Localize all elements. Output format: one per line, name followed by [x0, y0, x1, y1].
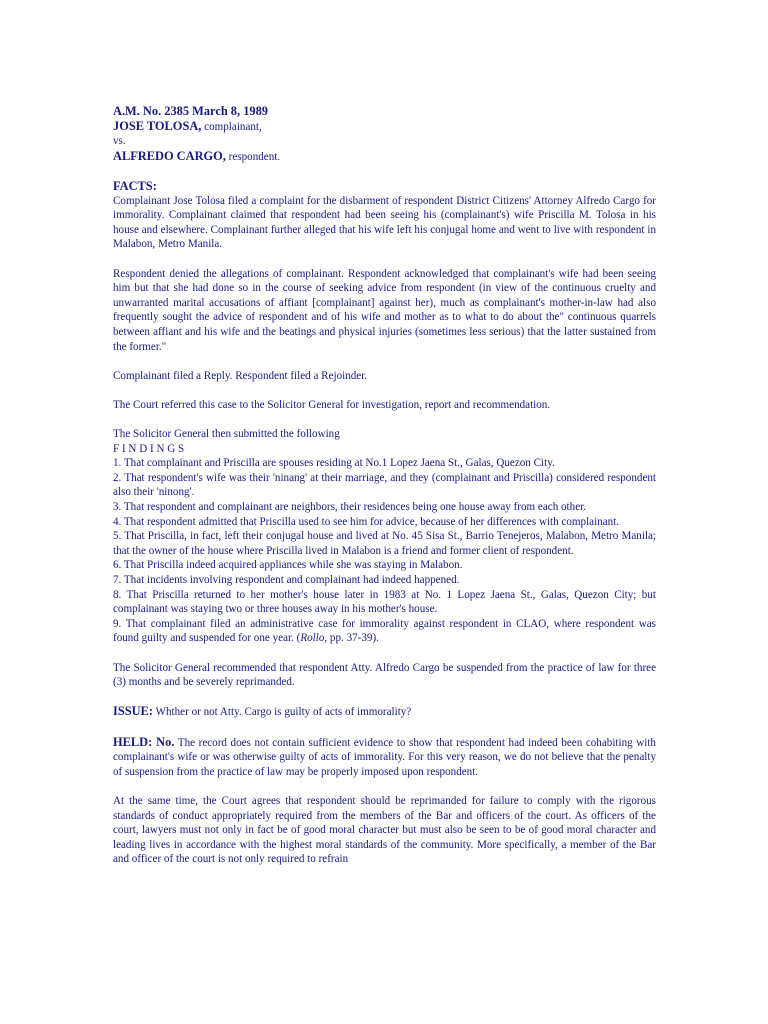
issue-text: Whther or not Atty. Cargo is guilty of acts of immorality?: [152, 706, 412, 719]
complainant-line: [113, 119, 656, 135]
versus-label: vs.: [113, 135, 126, 148]
complainant-name: JOSE TOLOSA,: [113, 118, 202, 133]
finding-item: 2. That respondent's wife was their 'ninang' at their marriage, and they (complainant and Priscilla) considered respondent also their 'ninong'.: [113, 471, 656, 499]
finding-item: 1. That complainant and Priscilla are spouses residing at No.1 Lopez Jaena St., Galas, Quezon City.: [113, 457, 555, 470]
finding-item: 6. That Priscilla indeed acquired appliances while she was staying in Malabon.: [113, 559, 463, 572]
facts-paragraph-5: The Solicitor General then submitted the following: [113, 428, 340, 441]
held-paragraph-2: At the same time, the Court agrees that respondent should be reprimanded for failure to comply with the rigorous standards of conduct appropriately required from the members of the Bar and officers of the court. As officers of the court, lawyers must not only in fact be of good moral character but must also be seen to be of good moral character and leading lives in accordance with the highest moral standards of the community. More specifically, a member of the Bar and officer of the court is not only required to refrain: [113, 794, 656, 866]
held-paragraph: [113, 735, 656, 780]
finding-item: 3. That respondent and complainant are neighbors, their residences being one house away from each other.: [113, 501, 586, 514]
issue-label: ISSUE:: [113, 704, 153, 719]
facts-paragraph-4: The Court referred this case to the Solicitor General for investigation, report and recommendation.: [113, 398, 551, 411]
held-label: HELD: No.: [113, 734, 175, 749]
finding-9-text: 9. That complainant filed an administrative case for immorality against respondent in CLAO, where respondent was found guilty and suspended for one year. (: [113, 617, 656, 645]
issue-paragraph: [113, 704, 656, 720]
case-number: A.M. No. 2385 March 8, 1989: [113, 104, 268, 118]
case-header: [113, 104, 656, 164]
findings-heading: F I N D I N G S: [113, 442, 185, 455]
finding-item-9: [113, 617, 656, 646]
complainant-role: complainant,: [201, 120, 262, 133]
findings-section: [113, 442, 656, 646]
facts-heading: FACTS:: [113, 178, 157, 193]
finding-item: 5. That Priscilla, in fact, left their conjugal house and lived at No. 45 Sisa St., Barrio Tenejeros, Malabon, Metro Manila; that the owner of the house where Priscilla lived in Malabon is a friend and former client of respondent.: [113, 530, 656, 557]
respondent-line: [113, 149, 656, 165]
respondent-name: ALFREDO CARGO,: [113, 148, 226, 163]
respondent-role: respondent.: [225, 150, 281, 163]
facts-paragraph-3: Complainant filed a Reply. Respondent filed a Rejoinder.: [113, 369, 368, 382]
rollo-citation: Rollo: [300, 632, 325, 645]
document-page: [113, 104, 656, 867]
finding-item: 4. That respondent admitted that Priscilla used to see him for advice, because of her differences with complainant.: [113, 515, 620, 528]
finding-item: 8. That Priscilla returned to her mother's house later in 1983 at No. 1 Lopez Jaena St., Galas, Quezon City; but complainant was staying two or three houses away in his mother's house.: [113, 588, 656, 616]
facts-paragraph-2: Respondent denied the allegations of complainant. Respondent acknowledged that complainant's wife had been seeing him but that she had done so in the course of seeking advice from respondent (in view of the continuous cruelty and unwarranted marital accusations of affiant [complainant] against her), much as complainant's mother-in-law had also frequently sought the advice of respondent and of his wife and mother as to what to do about the" continuous quarrels between affiant and his wife and the beatings and physical injuries (sometimes less serious) that the latter sustained from the former.": [113, 267, 656, 353]
facts-paragraph-1: Complainant Jose Tolosa filed a complaint for the disbarment of respondent District Citizens' Attorney Alfredo Cargo for immorality. Complainant claimed that respondent had been seeing his (complainant's) wife Priscilla M. Tolosa in his house and elsewhere. Complainant further alleged that his wife left his conjugal home and went to live with respondent in Malabon, Metro Manila.: [113, 194, 656, 251]
recommendation-paragraph: The Solicitor General recommended that respondent Atty. Alfredo Cargo be suspended from the practice of law for three (3) months and be severely reprimanded.: [113, 661, 656, 689]
held-text: The record does not contain sufficient evidence to show that respondent had indeed been cohabiting with complainant's wife or was otherwise guilty of acts of immorality. For this very reason, we do not believe that the penalty of suspension from the practice of law may be properly imposed upon respondent.: [113, 736, 656, 778]
finding-9-tail: , pp. 37-39).: [324, 632, 379, 645]
finding-item: 7. That incidents involving respondent and complainant had indeed happened.: [113, 574, 460, 586]
